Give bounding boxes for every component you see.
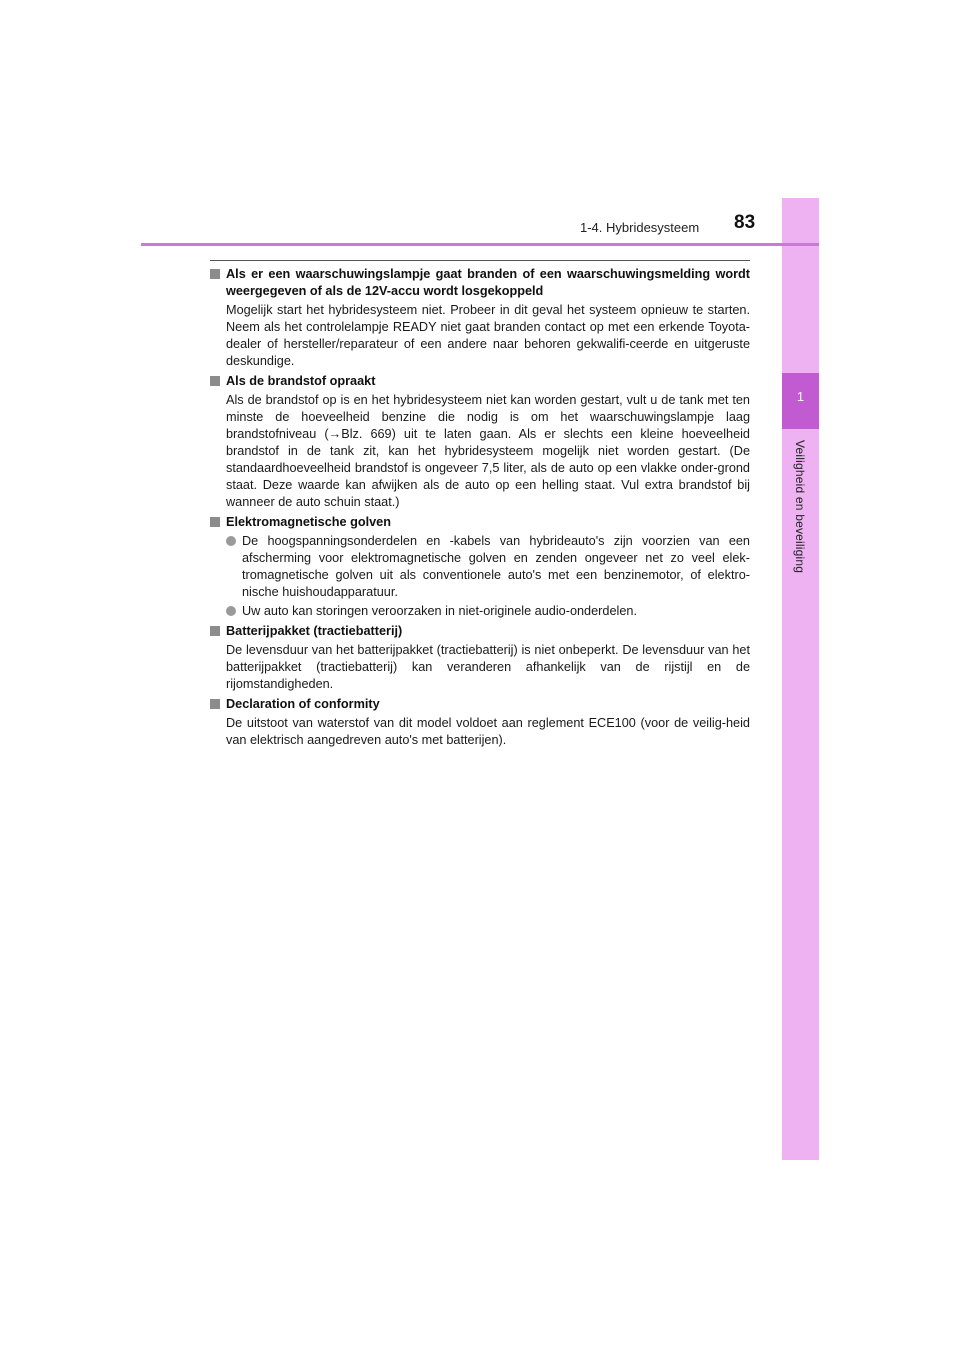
chapter-number: 1 — [796, 389, 805, 404]
section-declaration-of-conformity — [210, 696, 750, 749]
header-divider — [141, 243, 819, 246]
section-warning-lamp — [210, 266, 750, 370]
square-bullet-icon — [210, 269, 220, 279]
section-electromagnetic-waves — [210, 514, 750, 620]
page-number: 83 — [734, 212, 756, 233]
section-heading: Als er een waarschuwingslampje gaat branden of een waarschuwingsmelding wordt weergegeven of als de 12V-accu wordt losgekoppeld — [210, 266, 750, 300]
chapter-side-tab — [782, 198, 819, 1160]
section-fuel-empty — [210, 373, 750, 511]
round-bullet-icon — [226, 536, 236, 546]
list-item: De hoogspanningsonderdelen en -kabels van hybrideauto's zijn voorzien van een afscherming voor elektromagnetische golven en zenden ongeveer net zo veel elek-tromagnetische golven uit als conventionele auto's met een benzinemotor, of elektro-nische huishoudapparatuur. — [226, 533, 750, 601]
page-content — [210, 266, 750, 752]
section-paragraph: Als de brandstof op is en het hybridesysteem niet kan worden gestart, vult u de tank met ten minste de hoeveelheid benzine die nodig is om het waarschuwingslampje laag brandstofniveau (→Blz. 669) uit te laten gaan. Als er slechts een kleine hoeveelheid brandstof in de tank zit, kan het hybridesysteem mogelijk niet worden gestart. (De standaardhoeveelheid brandstof is ongeveer 7,5 liter, als de auto op een vlakke onder-grond staat. Deze waarde kan afwijken als de auto op een helling staat. Vul extra brandstof bij wanneer de auto schuin staat.) — [226, 393, 750, 509]
square-bullet-icon — [210, 699, 220, 709]
section-paragraph: De levensduur van het batterijpakket (tractiebatterij) is niet onbeperkt. De levensduur van het batterijpakket (tractiebatterij) kan veranderen afhankelijk van de rijstijl en de rijomstandigheden. — [226, 643, 750, 691]
section-paragraph: Mogelijk start het hybridesysteem niet. Probeer in dit geval het systeem opnieuw te starten. Neem als het controlelampje READY niet gaat branden contact op met een erkende Toyota-dealer of hersteller/reparateur of een andere naar behoren gekwalifi-ceerde en uitgeruste deskundige. — [226, 303, 750, 368]
square-bullet-icon — [210, 626, 220, 636]
section-label: 1-4. Hybridesysteem — [580, 220, 700, 235]
section-heading: Elektromagnetische golven — [210, 514, 750, 531]
content-top-rule — [210, 260, 750, 261]
list-item: Uw auto kan storingen veroorzaken in niet-originele audio-onderdelen. — [226, 603, 750, 620]
section-heading: Als de brandstof opraakt — [210, 373, 750, 390]
section-battery-pack — [210, 623, 750, 693]
square-bullet-icon — [210, 376, 220, 386]
section-heading: Declaration of conformity — [210, 696, 750, 713]
chapter-title: Veiligheid en beveiliging — [793, 440, 807, 574]
section-paragraph: De uitstoot van waterstof van dit model voldoet aan reglement ECE100 (voor de veilig-heid van elektrisch aangedreven auto's met batterijen). — [226, 716, 750, 747]
section-heading: Batterijpakket (tractiebatterij) — [210, 623, 750, 640]
round-bullet-icon — [226, 606, 236, 616]
square-bullet-icon — [210, 517, 220, 527]
